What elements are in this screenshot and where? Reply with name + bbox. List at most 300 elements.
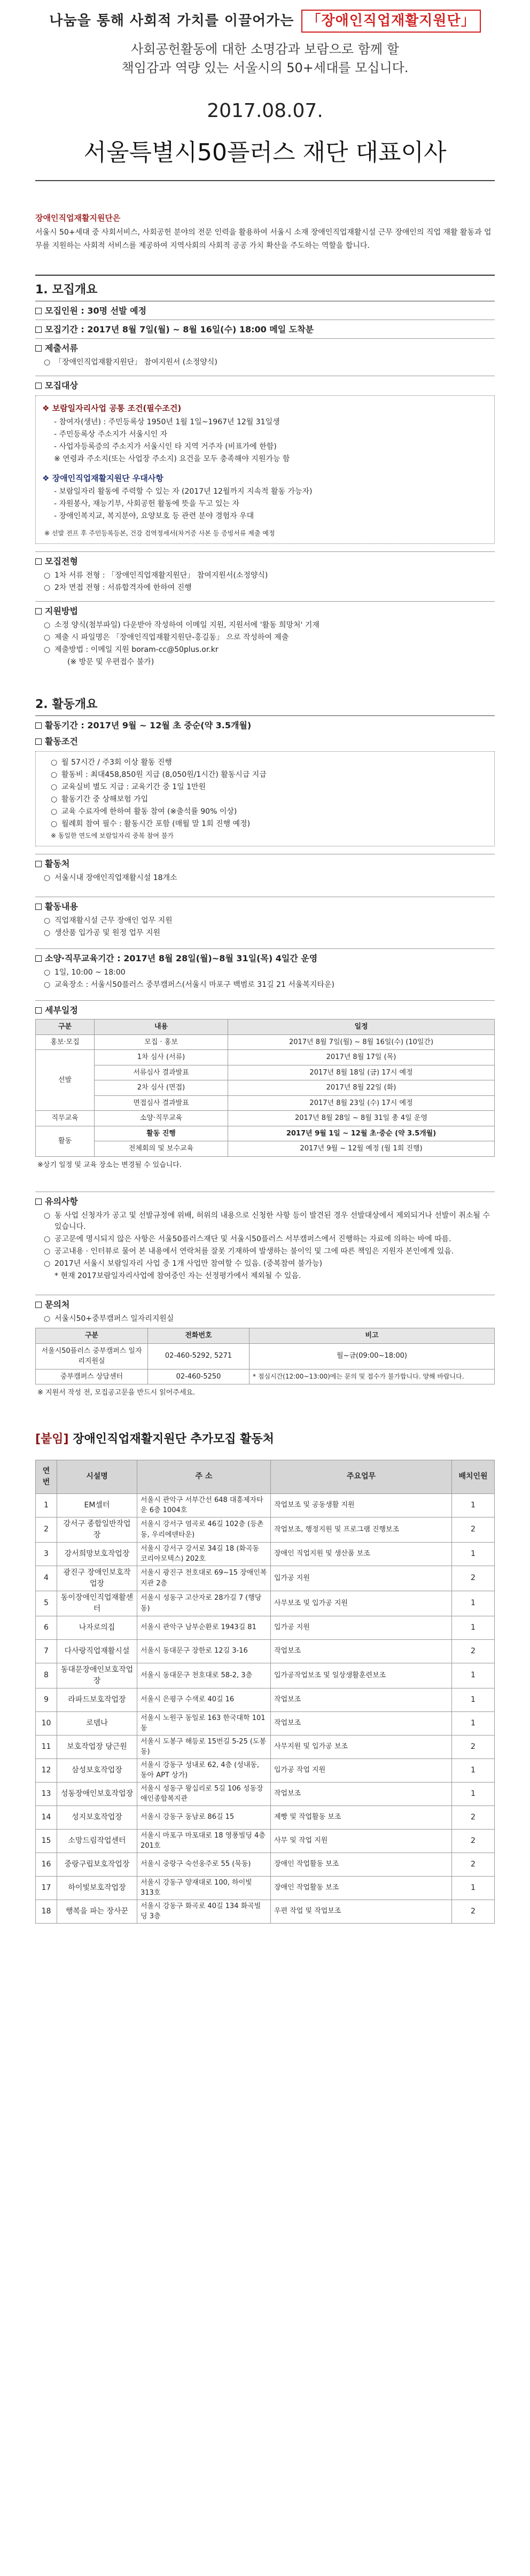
table-row — [36, 1688, 495, 1711]
table-row — [36, 1111, 495, 1126]
condition-item — [42, 794, 488, 805]
contact-heading-text: 문의처 — [45, 1299, 70, 1310]
training-heading-text: 소양·직무교육기간 : 2017년 8월 28일(월)~8월 31일(목) 4일간 운영 — [45, 953, 318, 964]
basic-condition-item: - 주민등록상 주소지가 서울시인 자 — [54, 430, 168, 439]
content-item — [35, 915, 495, 927]
table-row — [36, 1853, 495, 1876]
condition-item — [42, 769, 488, 781]
column-header: 연번 — [36, 1460, 57, 1493]
column-header: 주 소 — [137, 1460, 271, 1493]
table-row — [36, 1782, 495, 1805]
content-item — [35, 928, 495, 939]
notice-item — [35, 1234, 495, 1245]
inst-no: 14 — [36, 1805, 57, 1829]
program-name-box: 「장애인직업재활지원단」 — [301, 10, 480, 33]
apply-item — [35, 632, 495, 643]
org-heading: 장애인직업재활지원단은 — [35, 213, 121, 223]
schedule-content: 서류심사 결과발표 — [95, 1065, 228, 1080]
inst-count: 2 — [452, 1829, 495, 1853]
preference-note: ※ 선발 전프 후 주민등록등본, 건강 검역정세서(차거증 사본 등 증빙서류 제출 예정 — [44, 530, 275, 538]
circle-bullet-icon: ○ — [44, 1211, 51, 1220]
inst-work: 우편 작업 및 작업보조 — [271, 1900, 452, 1923]
notice-item — [35, 1210, 495, 1233]
apply-note-text: (※ 방문 및 우편접수 불가) — [67, 658, 154, 667]
inst-name: 강서구 종합일반작업장 — [57, 1517, 137, 1542]
schedule-group: 선발 — [36, 1050, 95, 1111]
preference-heading-text: 장애인직업재활지원단 우대사항 — [52, 473, 163, 483]
content-item-text: 생산품 입가공 및 원정 업무 지원 — [54, 929, 161, 938]
inst-address: 서울시 마포구 마포대로 18 영풍빌딩 4층 201호 — [137, 1829, 271, 1853]
contact-note: 월~금(09:00~18:00) — [250, 1343, 495, 1369]
inst-count: 2 — [452, 1805, 495, 1829]
inst-no: 8 — [36, 1663, 57, 1688]
process-item — [35, 582, 495, 594]
inst-name: 동이장애인직업재활센터 — [57, 1591, 137, 1616]
inst-count: 1 — [452, 1688, 495, 1711]
apply-note — [35, 657, 495, 668]
hero-section — [0, 0, 530, 181]
divider — [35, 601, 495, 602]
table-row — [36, 1616, 495, 1639]
circle-bullet-icon: ○ — [44, 980, 51, 990]
notice-text: 2017년 서울시 보람일자리 사업 중 1개 사업만 참여할 수 있음. (중복참여 불가능) — [54, 1259, 323, 1268]
condition-text: 활동비 : 최대458,850원 지급 (8,050원/1시간) 활동시급 지급 — [61, 771, 267, 780]
column-header: 내용 — [95, 1019, 228, 1035]
inst-address: 서울시 성동구 고산자로 28가길 7 (행당동) — [137, 1591, 271, 1616]
inst-count: 1 — [452, 1876, 495, 1900]
table-row — [36, 1639, 495, 1663]
table-row — [36, 1711, 495, 1735]
section-title-recruitment: 1. 모집개요 — [35, 283, 98, 297]
inst-count: 2 — [452, 1566, 495, 1591]
circle-bullet-icon: ○ — [44, 874, 51, 883]
inst-work: 작업보조 및 공동생활 지원 — [271, 1493, 452, 1517]
divider — [35, 1000, 495, 1001]
condition-item — [42, 819, 488, 830]
condition-text: 교육실비 별도 지급 : 교육기간 중 1일 1만원 — [61, 783, 206, 792]
apply-heading-text: 지원방법 — [45, 606, 78, 617]
inst-work: 사무지원 및 입가공 보조 — [271, 1735, 452, 1758]
inst-name: 나자로의집 — [57, 1616, 137, 1639]
contact-phone[interactable]: 02-460-5250 — [148, 1369, 250, 1384]
schedule-content: 모집 · 홍보 — [95, 1034, 228, 1050]
table-row — [36, 1080, 495, 1096]
table-row — [36, 1095, 495, 1111]
process-item — [35, 570, 495, 581]
training-item-text: 교육장소 : 서울시50플러스 중부캠퍼스(서울시 마포구 백범로 31길 21 서울복지타운) — [54, 980, 334, 990]
inst-work: 장애인 작업활동 보조 — [271, 1876, 452, 1900]
inst-name: 성동장애인보호작업장 — [57, 1782, 137, 1805]
table-row — [36, 1663, 495, 1688]
inst-no: 13 — [36, 1782, 57, 1805]
inst-count: 1 — [452, 1591, 495, 1616]
circle-bullet-icon: ○ — [51, 783, 58, 792]
table-row — [36, 1566, 495, 1591]
preference-item: - 자원봉사, 재능기부, 사회공헌 활동에 뜻을 두고 있는 자 — [54, 500, 240, 509]
recruit-period — [35, 323, 495, 336]
contact-sub — [35, 1313, 495, 1325]
contact-name: 서울시50플러스 중부캠퍼스 일자리지원실 — [36, 1343, 148, 1369]
inst-address: 서울시 광진구 천호대로 69~15 장애인복지관 2층 — [137, 1566, 271, 1591]
docs-heading-text: 제출서류 — [45, 343, 78, 354]
divider — [35, 715, 495, 716]
condition-item — [42, 782, 488, 793]
content-item-text: 직업재활시설 근무 장애인 업무 지원 — [54, 916, 173, 925]
contact-note-footer: ※ 지원서 작성 전, 모집공고문을 반드시 읽어주세요. — [37, 1389, 196, 1397]
inst-name: 중랑구립보호작업장 — [57, 1853, 137, 1876]
inst-name: 하이빛보호작업장 — [57, 1876, 137, 1900]
inst-count: 1 — [452, 1663, 495, 1688]
table-row — [36, 1758, 495, 1782]
inst-work: 작업보조 — [271, 1711, 452, 1735]
inst-address: 서울시 은평구 수색로 40길 16 — [137, 1688, 271, 1711]
appendix-tag: [붙임] — [35, 1432, 69, 1446]
inst-name: 라파드보호작업장 — [57, 1688, 137, 1711]
inst-address: 서울시 강동구 성내로 62, 4층 (성내동, 동아 APT 상가) — [137, 1758, 271, 1782]
circle-bullet-icon: ○ — [44, 358, 51, 367]
schedule-content: 면접심사 결과발표 — [95, 1095, 228, 1111]
inst-no: 4 — [36, 1566, 57, 1591]
column-header: 비고 — [250, 1328, 495, 1344]
notice-item — [35, 1258, 495, 1270]
table-header-row — [36, 1460, 495, 1493]
inst-name: 보호작업장 당근원 — [57, 1735, 137, 1758]
inst-name: 삼성보호작업장 — [57, 1758, 137, 1782]
inst-name: 강서희망보호작업장 — [57, 1542, 137, 1566]
table-row — [36, 1034, 495, 1050]
table-row — [36, 1735, 495, 1758]
table-row — [36, 1542, 495, 1566]
inst-count: 1 — [452, 1616, 495, 1639]
intro-text — [0, 40, 530, 77]
inst-no: 2 — [36, 1517, 57, 1542]
issuer-title: 서울특별시50플러스 재단 대표이사 — [83, 138, 447, 166]
square-bullet-icon — [35, 1007, 42, 1014]
inst-name: 행복을 파는 장사꾼 — [57, 1900, 137, 1923]
contact-sub-text: 서울시50+중부캠퍼스 일자리지원실 — [54, 1314, 174, 1324]
inst-work: 작업보조 — [271, 1688, 452, 1711]
schedule-table — [35, 1019, 495, 1157]
inst-name: 다사랑직업재활시설 — [57, 1639, 137, 1663]
square-bullet-icon — [35, 308, 42, 314]
apply-heading — [35, 605, 495, 618]
inst-address: 서울시 강서구 강서로 34길 18 (화곡동 코리아모텍스) 202호 — [137, 1542, 271, 1566]
preference-heading: ❖ 장애인직업재활지원단 우대사항 — [42, 473, 163, 483]
place-heading — [35, 858, 495, 870]
inst-count: 2 — [452, 1853, 495, 1876]
target-heading-text: 모집대상 — [45, 380, 78, 391]
condition-item — [42, 806, 488, 818]
docs-item-text: 「장애인직업재활지원단」 참여지원서 (소정양식) — [54, 358, 217, 367]
inst-address: 서울시 강서구 염곡로 46길 102층 (등촌동, 우리에덴타운) — [137, 1517, 271, 1542]
square-bullet-icon — [35, 955, 42, 962]
basic-condition-heading: ❖ 보람일자리사업 공통 조건(필수조건) — [42, 403, 182, 414]
inst-count: 1 — [452, 1493, 495, 1517]
circle-bullet-icon: ○ — [51, 771, 58, 780]
circle-bullet-icon: ○ — [44, 968, 51, 977]
intro-line: 사회공헌활동에 대한 소명감과 보람으로 함께 할 — [131, 42, 399, 57]
training-item — [35, 967, 495, 978]
inst-no: 17 — [36, 1876, 57, 1900]
inst-count: 1 — [452, 1711, 495, 1735]
schedule-date: 2017년 8월 18일 (금) 17시 예정 — [228, 1065, 495, 1080]
inst-count: 1 — [452, 1782, 495, 1805]
table-row — [36, 1141, 495, 1157]
inst-name: 동대문장애인보호작업장 — [57, 1663, 137, 1688]
condition-item — [42, 757, 488, 768]
square-bullet-icon — [35, 1302, 42, 1308]
table-header-row — [36, 1328, 495, 1344]
inst-address: 서울시 강동구 화곡로 40길 134 화곡빌딩 3층 — [137, 1900, 271, 1923]
target-heading — [35, 379, 495, 392]
inst-work: 입가공 지원 — [271, 1616, 452, 1639]
activity-period-text: 활동기간 : 2017년 9월 ~ 12월 초 중순(약 3.5개월) — [45, 720, 252, 731]
notice-text: 공고내용 · 인터뷰로 물어 본 내용에서 연락처를 잘못 기재하여 발생하는 불이익 및 그에 따른 책임은 지원자 본인에게 있음. — [54, 1247, 454, 1256]
org-description: 서울시 50+세대 중 사회서비스, 사회공헌 분야의 전문 인력을 활용하여 서울시 소재 장애인직업재활시설 근무 장애인의 직업 재활 활동과 업무를 지원하는 사회적 서비스를 제공하여 지역사회의 사회적 공공 가치 확산을 주도하는 역할을 합니다. — [35, 228, 492, 250]
square-bullet-icon — [35, 738, 42, 745]
schedule-heading-text: 세부일정 — [45, 1005, 78, 1016]
divider — [35, 948, 495, 949]
notice-text: * 현재 2017보람일자리사업에 참여중인 자는 선정평가에서 제외될 수 있음. — [54, 1272, 301, 1281]
inst-name: EM셀터 — [57, 1493, 137, 1517]
main-content — [0, 212, 530, 1924]
notice-text: 공고문에 명시되지 않은 사항은 서울50플러스재단 및 서울시50플러스 서부캠퍼스에서 진행하는 자료에 의하는 바에 따름. — [54, 1235, 451, 1244]
inst-address: 서울시 도봉구 해등로 15번길 5-25 (도봉동) — [137, 1735, 271, 1758]
basic-condition-item: - 사업자등록증의 주소지가 서울시인 타 지역 거주자 (비표가에 한함) — [54, 442, 277, 451]
process-heading-text: 모집전형 — [45, 556, 78, 567]
table-row — [36, 1343, 495, 1369]
inst-work: 장애인 직업지원 및 생산품 보조 — [271, 1542, 452, 1566]
inst-count: 2 — [452, 1735, 495, 1758]
inst-no: 16 — [36, 1853, 57, 1876]
inst-address: 서울시 강동구 동남로 86길 15 — [137, 1805, 271, 1829]
schedule-content: 1차 심사 (서류) — [95, 1050, 228, 1065]
inst-address: 서울시 동대문구 천호대로 58-2, 3층 — [137, 1663, 271, 1688]
apply-item-text: 소정 양식(첨부파일) 다운받아 작성하여 이메일 지원, 지원서에 '활동 희망처' 기재 — [54, 621, 319, 630]
tagline-prefix: 나눔을 통해 사회적 가치를 이끌어가는 — [49, 13, 294, 29]
column-header: 시설명 — [57, 1460, 137, 1493]
table-row — [36, 1591, 495, 1616]
square-bullet-icon — [35, 608, 42, 614]
place-item-text: 서울시내 장애인직업재활시설 18개소 — [54, 874, 177, 883]
place-item — [35, 873, 495, 884]
notice-sub-item — [35, 1271, 495, 1282]
schedule-content: 소양·직무교육 — [95, 1111, 228, 1126]
schedule-date: 2017년 8월 23일 (수) 17시 예정 — [228, 1095, 495, 1111]
circle-bullet-icon: ○ — [44, 1259, 51, 1268]
place-heading-text: 활동처 — [45, 859, 70, 869]
inst-count: 1 — [452, 1542, 495, 1566]
table-row — [36, 1805, 495, 1829]
table-row — [36, 1369, 495, 1384]
section-title-activity: 2. 활동개요 — [35, 698, 98, 712]
schedule-content: 전체회의 및 보수교육 — [95, 1141, 228, 1157]
title-divider — [35, 180, 495, 181]
inst-address: 서울시 성동구 왕십리로 5길 106 성동장애인종합복지관 — [137, 1782, 271, 1805]
conditions-box — [35, 751, 495, 846]
table-row — [36, 1493, 495, 1517]
column-header: 구분 — [36, 1019, 95, 1035]
square-bullet-icon — [35, 326, 42, 333]
appendix-title — [35, 1430, 495, 1448]
schedule-note: ※상기 일정 및 교육 장소는 변경될 수 있습니다. — [37, 1161, 182, 1169]
column-header: 배치인원 — [452, 1460, 495, 1493]
column-header: 전화번호 — [148, 1328, 250, 1344]
schedule-group: 직무교육 — [36, 1111, 95, 1126]
inst-work: 사무 및 작업 지원 — [271, 1829, 452, 1853]
notice-heading-text: 유의사항 — [45, 1196, 78, 1207]
basic-condition-item: ※ 연령과 주소지(또는 사업장 주소지) 요건을 모두 충족해야 지원가능 함 — [54, 454, 290, 463]
circle-bullet-icon: ○ — [44, 916, 51, 925]
table-row — [36, 1065, 495, 1080]
inst-work: 제빵 및 작업활동 보조 — [271, 1805, 452, 1829]
schedule-group: 홍보·모집 — [36, 1034, 95, 1050]
condition-note-text: ※ 동일한 연도에 보람일자리 중복 참여 불가 — [51, 832, 174, 840]
basic-condition-text: 보람일자리사업 공통 조건(필수조건) — [52, 403, 182, 414]
inst-name: 소망드림작업센터 — [57, 1829, 137, 1853]
inst-work: 작업보조 — [271, 1782, 452, 1805]
circle-bullet-icon: ○ — [51, 820, 58, 829]
recruit-count-text: 모집인원 : 30명 선발 예정 — [45, 306, 147, 316]
column-header: 일정 — [228, 1019, 495, 1035]
notice-item — [35, 1246, 495, 1257]
circle-bullet-icon: ○ — [51, 807, 58, 816]
section-divider — [35, 275, 495, 276]
inst-no: 5 — [36, 1591, 57, 1616]
inst-name: 광진구 장애인보호작업장 — [57, 1566, 137, 1591]
divider — [35, 338, 495, 339]
column-header: 주요업무 — [271, 1460, 452, 1493]
condition-text: 월 57시간 / 주3회 이상 활동 진행 — [61, 758, 172, 767]
inst-no: 3 — [36, 1542, 57, 1566]
contact-phone[interactable]: 02-460-5292, 5271 — [148, 1343, 250, 1369]
preference-item: - 보람일자리 활동에 주력할 수 있는 자 (2017년 12월까지 지속적 활동 가능자) — [54, 487, 313, 496]
inst-no: 11 — [36, 1735, 57, 1758]
table-row — [36, 1517, 495, 1542]
table-header-row — [36, 1019, 495, 1035]
circle-bullet-icon: ○ — [51, 795, 58, 804]
training-heading — [35, 952, 495, 965]
inst-work: 작업보조, 행정지원 및 프로그램 진행보조 — [271, 1517, 452, 1542]
column-header: 구분 — [36, 1328, 148, 1344]
schedule-date: 2017년 8월 28일 ~ 8월 31일 총 4일 운영 — [228, 1111, 495, 1126]
inst-no: 15 — [36, 1829, 57, 1853]
docs-item — [35, 357, 495, 368]
circle-bullet-icon: ○ — [44, 621, 51, 630]
inst-count: 2 — [452, 1900, 495, 1923]
schedule-heading — [35, 1004, 495, 1017]
schedule-content: 2차 심사 (면접) — [95, 1080, 228, 1096]
circle-bullet-icon: ○ — [44, 1314, 51, 1324]
schedule-date: 2017년 8월 22일 (화) — [228, 1080, 495, 1096]
condition-text: 월례회 참여 필수 : 활동시간 포함 (매월 말 1회 진행 예정) — [61, 820, 251, 829]
inst-count: 1 — [452, 1758, 495, 1782]
inst-address: 서울시 노원구 동일로 163 한국대학 101동 — [137, 1711, 271, 1735]
notice-heading — [35, 1195, 495, 1208]
inst-address: 서울시 관악구 남부순환로 1943길 81 — [137, 1616, 271, 1639]
tagline — [49, 10, 480, 33]
inst-work: 입가공 작업 지원 — [271, 1758, 452, 1782]
inst-address: 서울시 중랑구 숙선옹주로 55 (묵동) — [137, 1853, 271, 1876]
circle-bullet-icon: ○ — [44, 1247, 51, 1256]
inst-count: 2 — [452, 1639, 495, 1663]
basic-condition-item: - 참여자(생년) : 주민등록상 1950년 1월 1일~1967년 12월 31일생 — [54, 417, 280, 426]
square-bullet-icon — [35, 558, 42, 565]
inst-address: 서울시 동대문구 장한로 12길 3-16 — [137, 1639, 271, 1663]
circle-bullet-icon: ○ — [44, 571, 51, 580]
square-bullet-icon — [35, 904, 42, 910]
training-item-text: 1일, 10:00 ~ 18:00 — [54, 968, 126, 977]
process-item-text: 1차 서류 전형 : 「장애인직업재활지원단」 참여지원서(소정양식) — [54, 571, 268, 580]
schedule-date: 2017년 9월 ~ 12월 예정 (월 1회 진행) — [228, 1141, 495, 1157]
inst-work: 작업보조 — [271, 1639, 452, 1663]
circle-bullet-icon: ○ — [51, 758, 58, 767]
square-bullet-icon — [35, 722, 42, 729]
inst-work: 입가공 지원 — [271, 1566, 452, 1591]
inst-count: 2 — [452, 1517, 495, 1542]
condition-text: 활동기간 중 상해보험 가입 — [61, 795, 149, 804]
circle-bullet-icon: ○ — [44, 1235, 51, 1244]
schedule-date: 2017년 8월 17일 (목) — [228, 1050, 495, 1065]
process-item-text: 2차 면접 전형 : 서류합격자에 한하여 진행 — [54, 583, 192, 593]
inst-no: 18 — [36, 1900, 57, 1923]
apply-item — [35, 620, 495, 631]
inst-no: 10 — [36, 1711, 57, 1735]
inst-no: 9 — [36, 1688, 57, 1711]
preference-item: - 장애인복지교, 복지분야, 요양보호 등 관련 분야 경험자 우대 — [54, 512, 254, 521]
square-bullet-icon — [35, 345, 42, 352]
divider — [35, 551, 495, 552]
condition-text: 교육 수료자에 한하여 활동 참여 (※출석률 90% 이상) — [61, 807, 237, 816]
inst-name: 성지보호작업장 — [57, 1805, 137, 1829]
institution-table — [35, 1460, 495, 1924]
apply-item — [35, 644, 495, 656]
schedule-content: 활동 진행 — [95, 1126, 228, 1141]
intro-line: 책임감과 역량 있는 서울시의 50+세대를 모십니다. — [121, 60, 409, 75]
table-row — [36, 1829, 495, 1853]
circle-bullet-icon: ○ — [44, 645, 51, 655]
inst-no: 1 — [36, 1493, 57, 1517]
square-bullet-icon — [35, 861, 42, 867]
apply-item-text: 제출 시 파일명은 「장애인직업재활지원단-홍길동」 으로 작성하여 제출 — [54, 633, 289, 642]
inst-work: 사무보조 및 입가공 지원 — [271, 1591, 452, 1616]
appendix-title-text: 장애인직업재활지원단 추가모집 활동처 — [73, 1432, 274, 1446]
table-row — [36, 1876, 495, 1900]
activity-period — [35, 719, 495, 732]
inst-no: 12 — [36, 1758, 57, 1782]
conditions-heading — [35, 735, 495, 748]
circle-bullet-icon: ○ — [44, 583, 51, 593]
inst-name: 로뎀나 — [57, 1711, 137, 1735]
schedule-date: 2017년 8월 7일(월) ~ 8월 16일(수) (10일간) — [228, 1034, 495, 1050]
contact-table — [35, 1328, 495, 1384]
inst-no: 6 — [36, 1616, 57, 1639]
process-heading — [35, 555, 495, 568]
notice-text: 동 사업 신청자가 공고 및 선발규정에 위배, 허위의 내용으로 신청한 사항 등이 발견된 경우 선발대상에서 제외되거나 선발이 취소될 수 있습니다. — [54, 1211, 490, 1232]
contact-name: 중부캠퍼스 상담센터 — [36, 1369, 148, 1384]
table-row — [36, 1050, 495, 1065]
docs-heading — [35, 342, 495, 355]
apply-email[interactable]: 제출방법 : 이메일 지원 boram-cc@50plus.or.kr — [54, 645, 219, 655]
contact-heading — [35, 1298, 495, 1311]
circle-bullet-icon: ○ — [44, 633, 51, 642]
content-heading-text: 활동내용 — [45, 901, 78, 912]
conditions-heading-text: 활동조건 — [45, 736, 78, 747]
inst-work: 장애인 작업활동 보조 — [271, 1853, 452, 1876]
square-bullet-icon — [35, 1198, 42, 1205]
recruit-period-text: 모집기간 : 2017년 8월 7일(월) ~ 8월 16일(수) 18:00 메일 도착분 — [45, 324, 314, 335]
schedule-group: 활동 — [36, 1126, 95, 1156]
